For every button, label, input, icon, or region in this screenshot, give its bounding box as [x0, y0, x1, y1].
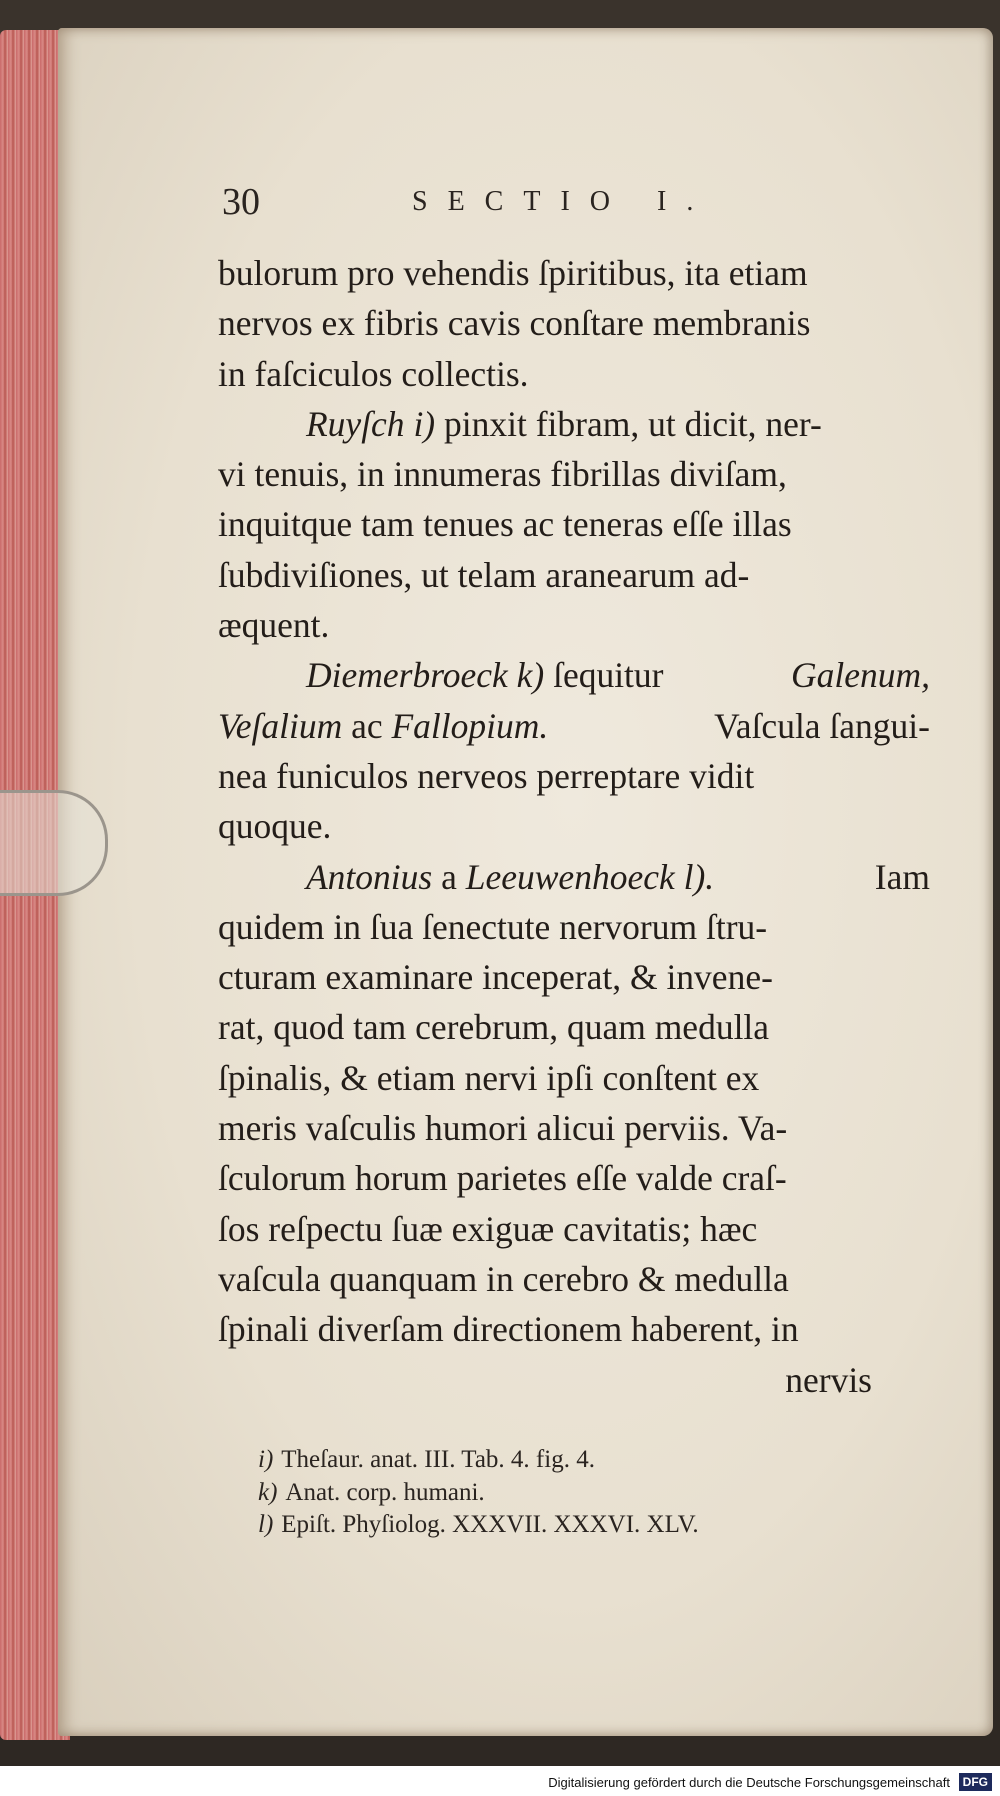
- footnote-ref: l).: [683, 856, 715, 897]
- funding-credit: Digitalisierung gefördert durch die Deutsche Forschungsgemeinschaft: [548, 1775, 950, 1790]
- text-line: in faſciculos collectis.: [218, 353, 529, 394]
- main-text: [218, 248, 930, 1405]
- text-line: inquitque tam tenues ac teneras eſſe illas: [218, 504, 792, 545]
- footnote-ref: k): [516, 655, 545, 696]
- footnote-text: Theſaur. anat. III. Tab. 4. fig. 4.: [281, 1446, 595, 1473]
- footnote: [258, 1444, 898, 1477]
- author-name: Antonius: [306, 856, 433, 897]
- text-line: æquent.: [218, 605, 330, 646]
- footnote-text: Anat. corp. humani.: [285, 1478, 485, 1506]
- author-name: Diemerbroeck: [306, 655, 508, 696]
- footnote-mark: k): [258, 1478, 278, 1506]
- dfg-logo: DFG: [959, 1773, 992, 1791]
- text-segment: Vaſcula ſangui-: [714, 705, 930, 746]
- author-name: Fallopium.: [391, 705, 549, 746]
- footnote-mark: l): [258, 1511, 274, 1538]
- text-line: [218, 399, 930, 449]
- footnote-ref: i): [413, 403, 436, 444]
- text-line: [218, 701, 930, 751]
- text-line: [218, 852, 930, 902]
- footnote: [258, 1477, 898, 1510]
- text-segment: ac: [351, 705, 383, 746]
- footnote-mark: i): [258, 1446, 274, 1473]
- author-name: Galenum,: [790, 655, 930, 696]
- text-line: vi tenuis, in innumeras fibrillas diviſam,: [218, 454, 787, 495]
- author-name: Ruyſch: [306, 403, 405, 444]
- footnote-text: Epiſt. Phyſiolog. XXXVII. XXXVI. XLV.: [281, 1511, 699, 1538]
- text-segment: Iam: [874, 856, 930, 897]
- text-line: vaſcula quanquam in cerebro & medulla: [218, 1258, 789, 1299]
- author-name: Veſalium: [218, 705, 343, 746]
- text-line: nea funiculos nerveos perreptare vidit: [218, 755, 755, 796]
- page-holder-clip: [0, 790, 108, 896]
- page-number: 30: [222, 181, 260, 223]
- text-line: ſculorum horum parietes eſſe valde craſ-: [218, 1158, 787, 1199]
- text-line: ſpinalis, & etiam nervi ipſi conſtent ex: [218, 1057, 760, 1098]
- text-line: ſubdiviſiones, ut telam aranearum ad-: [218, 554, 750, 595]
- footnote: [258, 1509, 898, 1542]
- text-segment: pinxit fibram, ut dicit, ner-: [444, 403, 822, 444]
- footnotes: [258, 1444, 898, 1542]
- running-head: SECTIO I.: [412, 186, 714, 217]
- text-line: rat, quod tam cerebrum, quam medulla: [218, 1007, 770, 1048]
- text-line: nervos ex fibris cavis conſtare membranis: [218, 303, 811, 344]
- text-line: quidem in ſua ſenectute nervorum ſtru-: [218, 906, 768, 947]
- text-line: cturam examinare inceperat, & invene-: [218, 957, 773, 998]
- author-name: Leeuwenhoeck: [465, 856, 675, 897]
- text-line: ſos reſpectu ſuæ exiguæ cavitatis; hæc: [218, 1208, 758, 1249]
- catchword: nervis: [785, 1359, 872, 1400]
- text-line: meris vaſculis humori alicui perviis. Va-: [218, 1108, 788, 1149]
- text-segment: ſequitur: [553, 655, 664, 696]
- text-line: [218, 650, 930, 700]
- text-line: bulorum pro vehendis ſpiritibus, ita etiam: [218, 253, 808, 293]
- page-header: [222, 180, 782, 230]
- text-line: quoque.: [218, 806, 332, 847]
- text-segment: a: [441, 856, 457, 897]
- footer-bar: [0, 1766, 1000, 1796]
- text-line: ſpinali diverſam directionem haberent, in: [218, 1309, 799, 1350]
